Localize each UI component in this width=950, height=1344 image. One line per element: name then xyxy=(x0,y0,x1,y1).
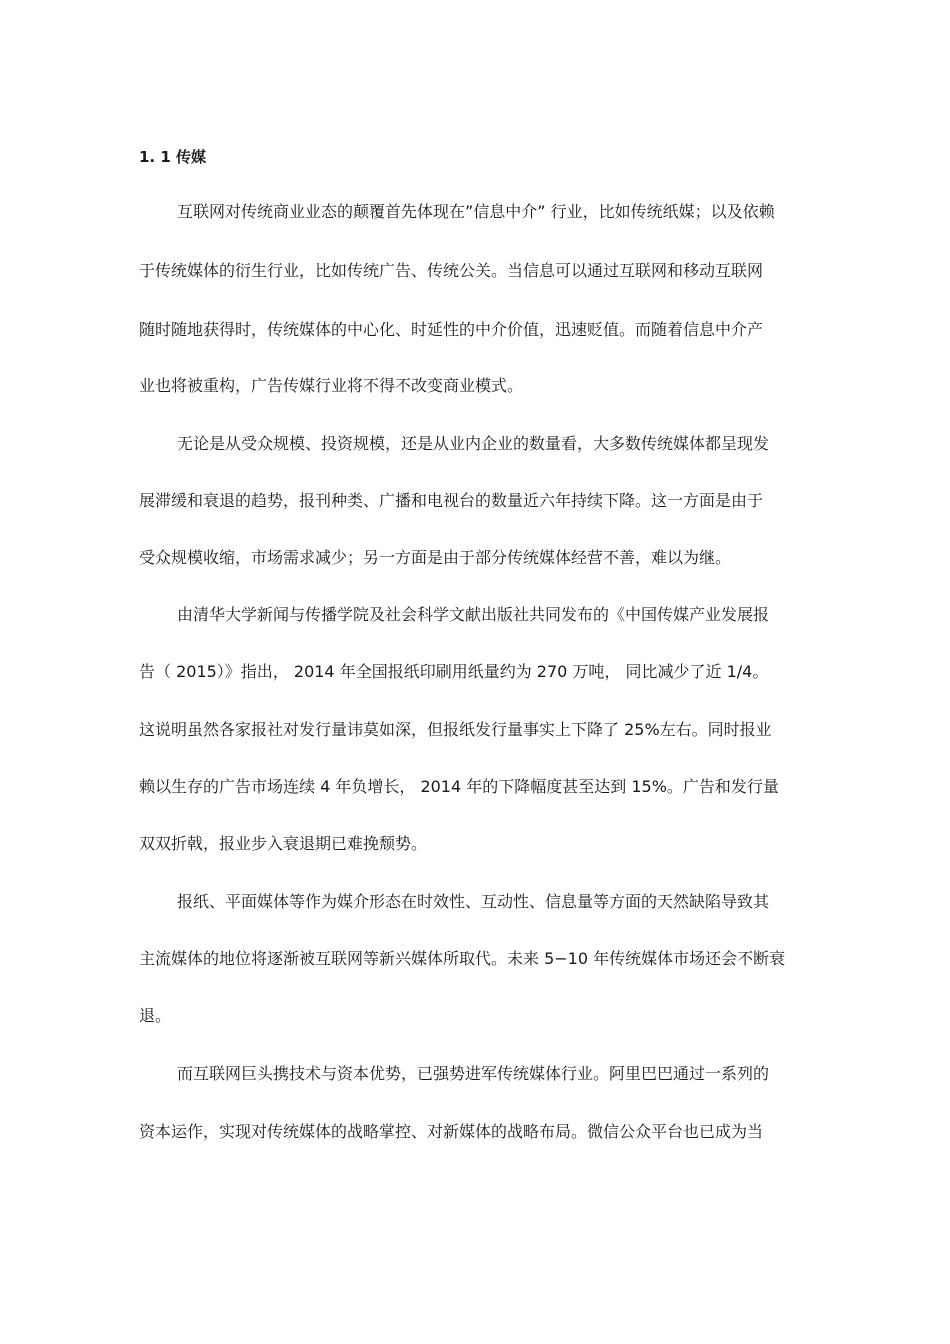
paragraph-line: 告（ 2015）》指出， 2014 年全国报纸印刷用纸量约为 270 万吨， 同比减少了近 1/4。 xyxy=(139,662,769,681)
paragraph-line: 而互联网巨头携技术与资本优势，已强势进军传统媒体行业。阿里巴巴通过一系列的 xyxy=(177,1064,770,1083)
paragraph-line: 退。 xyxy=(139,1006,172,1025)
paragraph-line: 赖以生存的广告市场连续 4 年负增长， 2014 年的下降幅度甚至达到 15%。广告和发行量 xyxy=(139,777,779,796)
paragraph-line: 由清华大学新闻与传播学院及社会科学文献出版社共同发布的《中国传媒产业发展报 xyxy=(177,605,770,624)
paragraph-line: 互联网对传统商业业态的颠覆首先体现在”信息中介” 行业，比如传统纸媒；以及依赖 xyxy=(177,202,775,221)
paragraph-line: 这说明虽然各家报社对发行量讳莫如深，但报纸发行量事实上下降了 25%左右。同时报业 xyxy=(139,720,772,739)
paragraph-line: 无论是从受众规模、投资规模，还是从业内企业的数量看，大多数传统媒体都呈现发 xyxy=(177,434,770,453)
paragraph-line: 业也将被重构，广告传媒行业将不得不改变商业模式。 xyxy=(139,376,524,395)
paragraph-line: 随时随地获得时，传统媒体的中心化、时延性的中介价值，迅速贬值。而随着信息中介产 xyxy=(139,320,764,339)
paragraph-line: 双双折戟，报业步入衰退期已难挽颓势。 xyxy=(139,834,428,853)
paragraph-line: 于传统媒体的衍生行业，比如传统广告、传统公关。当信息可以通过互联网和移动互联网 xyxy=(139,261,764,280)
paragraph-line: 受众规模收缩，市场需求减少；另一方面是由于部分传统媒体经营不善，难以为继。 xyxy=(139,548,732,567)
paragraph-line: 展滞缓和衰退的趋势，报刊种类、广播和电视台的数量近六年持续下降。这一方面是由于 xyxy=(139,491,764,510)
paragraph-line: 报纸、平面媒体等作为媒介形态在时效性、互动性、信息量等方面的天然缺陷导致其 xyxy=(177,892,770,911)
section-heading: 1. 1 传媒 xyxy=(139,148,207,166)
paragraph-line: 主流媒体的地位将逐渐被互联网等新兴媒体所取代。未来 5−10 年传统媒体市场还会不断衰 xyxy=(139,949,786,968)
paragraph-line: 资本运作，实现对传统媒体的战略掌控、对新媒体的战略布局。微信公众平台也已成为当 xyxy=(139,1122,764,1141)
